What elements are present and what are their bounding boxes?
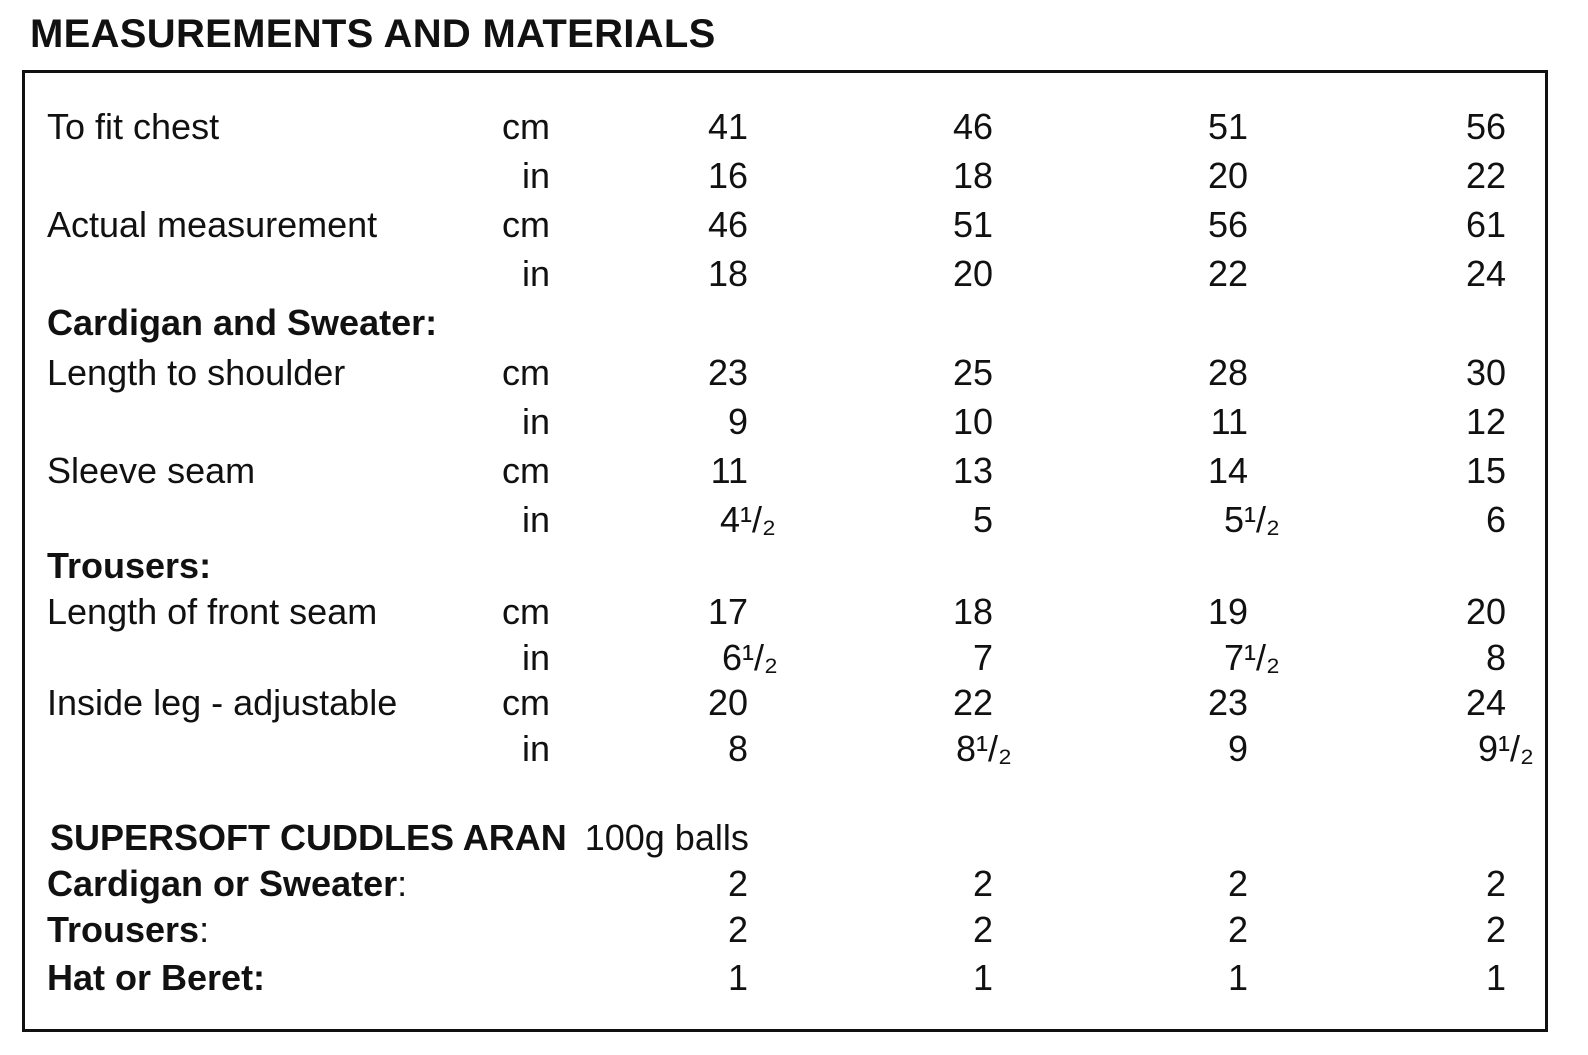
leg-cm-size-2: 22 [952, 682, 993, 723]
actual-in-size-3: 22 [1207, 253, 1248, 294]
material-row-trousers [47, 910, 209, 950]
unit-in: in [521, 155, 550, 196]
row-label-length-of-front-seam: Length of front seam [47, 591, 378, 632]
actual-in-size-4: 24 [1465, 253, 1506, 294]
chest-in-size-2: 18 [952, 155, 993, 196]
actual-in-size-2: 20 [952, 253, 993, 294]
front-cm-size-2: 18 [952, 591, 993, 632]
material-label-trousers: Trousers [47, 909, 200, 950]
hat-balls-size-1: 1 [727, 957, 748, 998]
front-cm-size-3: 19 [1207, 591, 1248, 632]
leg-in-size-3: 9 [1227, 728, 1248, 769]
actual-cm-size-2: 51 [952, 204, 993, 245]
unit-in: in [521, 499, 550, 540]
chest-cm-size-1: 41 [707, 106, 748, 147]
leg-cm-size-1: 20 [707, 682, 748, 723]
hat-balls-size-2: 1 [972, 957, 993, 998]
length-cm-size-2: 25 [952, 352, 993, 393]
sleeve-in-size-4: 6 [1485, 499, 1506, 540]
front-in-size-3: 7¹/₂ [1224, 637, 1280, 678]
actual-in-size-1: 18 [707, 253, 748, 294]
sleeve-cm-size-2: 13 [952, 450, 993, 491]
material-label-cardigan: Cardigan or Sweater [47, 863, 398, 904]
unit-in: in [521, 401, 550, 442]
actual-cm-size-4: 61 [1465, 204, 1506, 245]
chest-cm-size-4: 56 [1465, 106, 1506, 147]
sleeve-cm-size-3: 14 [1207, 450, 1248, 491]
unit-in: in [521, 637, 550, 678]
chest-in-size-3: 20 [1207, 155, 1248, 196]
material-colon: : [397, 863, 408, 904]
leg-in-size-4: 9¹/₂ [1478, 728, 1534, 769]
unit-cm: cm [502, 591, 550, 632]
leg-cm-size-4: 24 [1465, 682, 1506, 723]
sleeve-in-size-2: 5 [972, 499, 993, 540]
cardigan-balls-size-1: 2 [727, 863, 748, 904]
length-in-size-1: 9 [727, 401, 748, 442]
unit-cm: cm [502, 106, 550, 147]
leg-in-size-2: 8¹/₂ [956, 728, 1012, 769]
length-cm-size-1: 23 [707, 352, 748, 393]
cardigan-balls-size-2: 2 [972, 863, 993, 904]
leg-cm-size-3: 23 [1207, 682, 1248, 723]
material-label-hat-or-beret: Hat or Beret: [47, 957, 266, 998]
chest-in-size-4: 22 [1465, 155, 1506, 196]
trousers-balls-size-4: 2 [1485, 909, 1506, 950]
unit-in: in [521, 728, 550, 769]
hat-balls-size-4: 1 [1485, 957, 1506, 998]
sleeve-in-size-1: 4¹/₂ [720, 499, 776, 540]
yarn-detail: 100g balls [584, 817, 749, 858]
unit-cm: cm [502, 352, 550, 393]
row-label-actual-measurement: Actual measurement [47, 204, 378, 245]
unit-cm: cm [502, 450, 550, 491]
sleeve-cm-size-4: 15 [1465, 450, 1506, 491]
length-in-size-2: 10 [952, 401, 993, 442]
material-row-cardigan [47, 864, 407, 904]
chest-in-size-1: 16 [707, 155, 748, 196]
front-in-size-4: 8 [1485, 637, 1506, 678]
sleeve-cm-size-1: 11 [710, 450, 748, 491]
page-title: MEASUREMENTS AND MATERIALS [30, 12, 716, 56]
unit-cm: cm [502, 204, 550, 245]
trousers-balls-size-1: 2 [727, 909, 748, 950]
material-colon: : [199, 909, 210, 950]
unit-cm: cm [502, 682, 550, 723]
yarn-name-text: SUPERSOFT CUDDLES ARAN [50, 817, 567, 858]
length-in-size-4: 12 [1465, 401, 1506, 442]
front-in-size-1: 6¹/₂ [722, 637, 778, 678]
hat-balls-size-3: 1 [1227, 957, 1248, 998]
section-heading-trousers: Trousers: [47, 545, 212, 586]
row-label-length-to-shoulder: Length to shoulder [47, 352, 346, 393]
row-label-to-fit-chest: To fit chest [47, 106, 220, 147]
unit-in: in [521, 253, 550, 294]
section-heading-cardigan-and-sweater: Cardigan and Sweater: [47, 302, 438, 343]
row-label-sleeve-seam: Sleeve seam [47, 450, 256, 491]
sleeve-in-size-3: 5¹/₂ [1224, 499, 1280, 540]
chest-cm-size-2: 46 [952, 106, 993, 147]
length-in-size-3: 11 [1210, 401, 1248, 442]
row-label-inside-leg-adjustable: Inside leg - adjustable [47, 682, 398, 723]
actual-cm-size-3: 56 [1207, 204, 1248, 245]
chest-cm-size-3: 51 [1207, 106, 1248, 147]
trousers-balls-size-2: 2 [972, 909, 993, 950]
front-in-size-2: 7 [972, 637, 993, 678]
length-cm-size-4: 30 [1465, 352, 1506, 393]
yarn-name [50, 818, 749, 858]
cardigan-balls-size-3: 2 [1227, 863, 1248, 904]
front-cm-size-1: 17 [707, 591, 748, 632]
front-cm-size-4: 20 [1465, 591, 1506, 632]
cardigan-balls-size-4: 2 [1485, 863, 1506, 904]
length-cm-size-3: 28 [1207, 352, 1248, 393]
leg-in-size-1: 8 [727, 728, 748, 769]
actual-cm-size-1: 46 [707, 204, 748, 245]
trousers-balls-size-3: 2 [1227, 909, 1248, 950]
